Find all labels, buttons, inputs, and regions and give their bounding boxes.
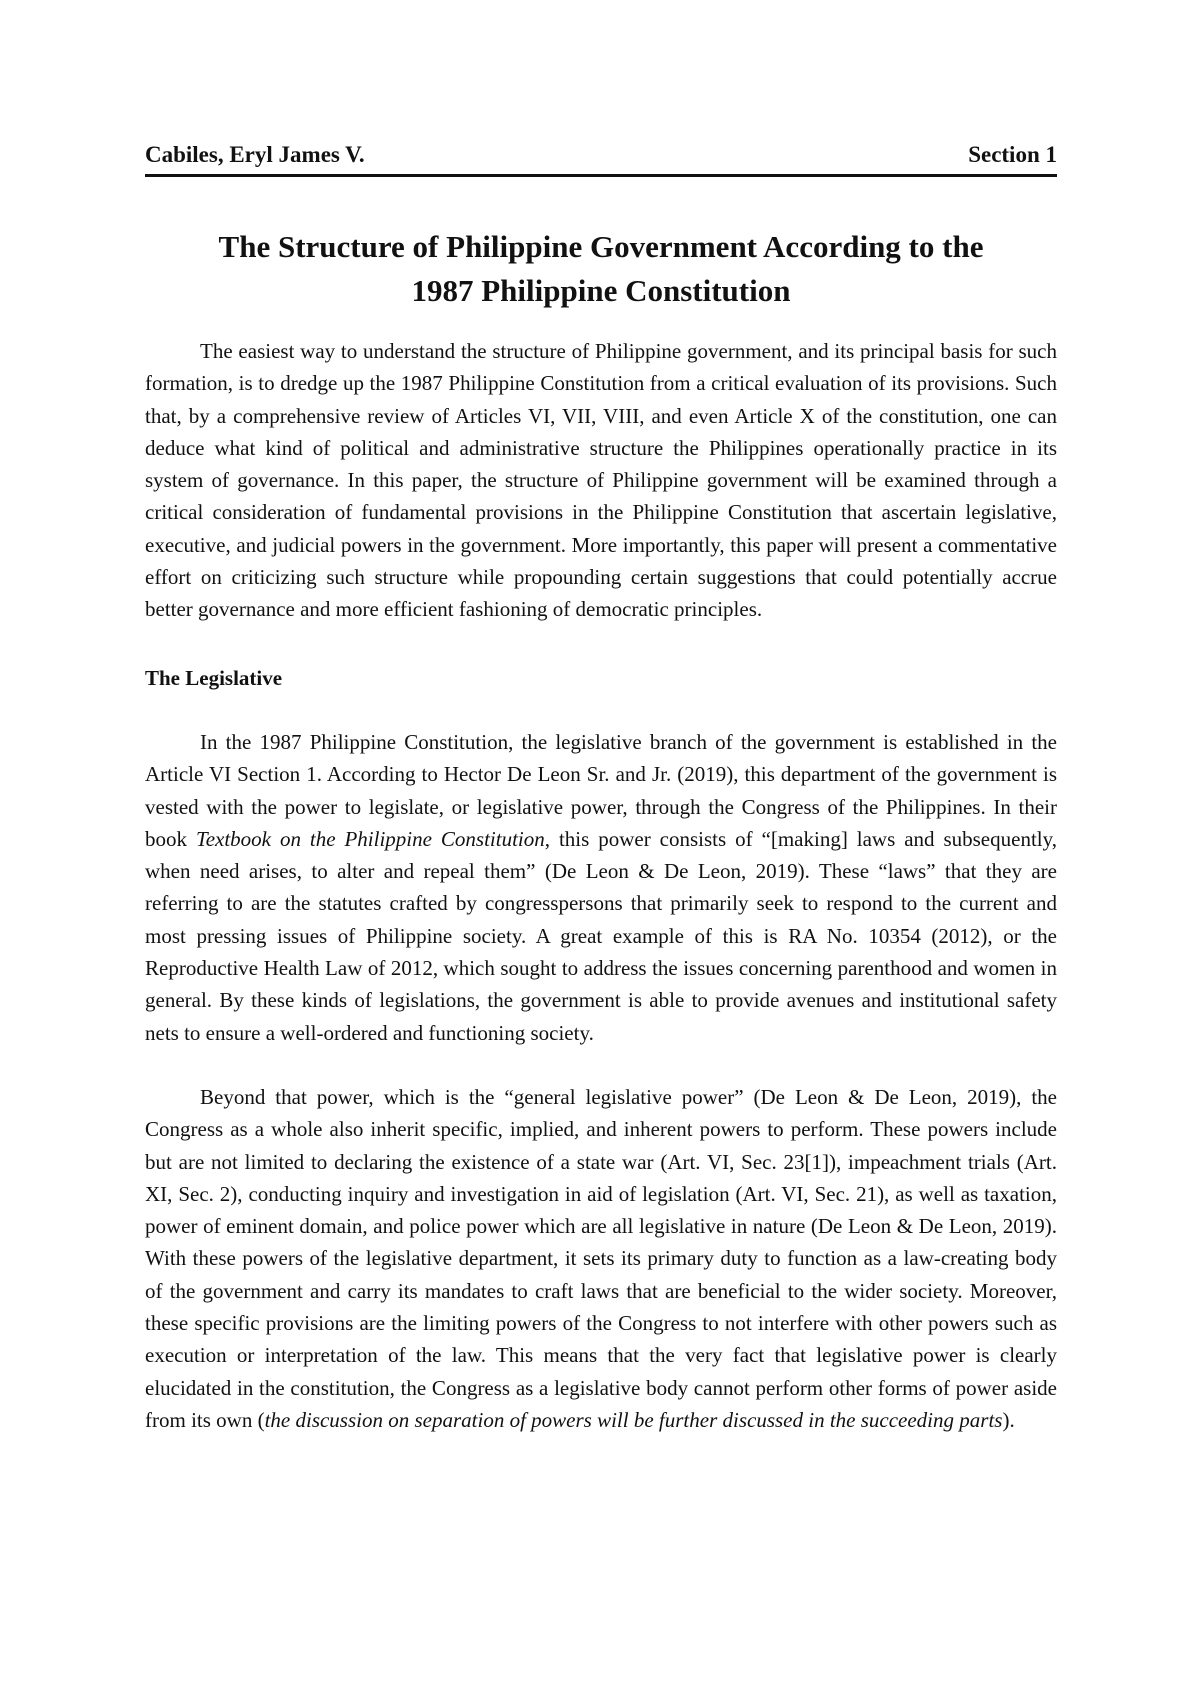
section-label: Section 1 — [968, 142, 1057, 167]
title-line-2: 1987 Philippine Constitution — [411, 273, 791, 308]
document-body — [145, 335, 1057, 1436]
legislative-paragraph-1 — [145, 726, 1057, 1049]
intro-paragraph: The easiest way to understand the structure of Philippine government, and its principal basis for such formation, is to dredge up the 1987 Philippine Constitution from a critical evaluation of its provisions. Such that, by a comprehensive review of Articles VI, VII, VIII, and even Article X of the constitution, one can deduce what kind of political and administrative structure the Philippines operationally practice in its system of governance. In this paper, the structure of Philippine government will be examined through a critical consideration of fundamental provisions in the Philippine Constitution that ascertain legislative, executive, and judicial powers in the government. More importantly, this paper will present a commentative effort on criticizing such structure while propounding certain suggestions that could potentially accrue better governance and more efficient fashioning of democratic principles. — [145, 339, 1057, 622]
legislative-p2-text-b: ). — [1002, 1407, 1015, 1432]
legislative-paragraph-2 — [145, 1081, 1057, 1436]
legislative-p2-italic-note: the discussion on separation of powers will be further discussed in the succeeding parts — [264, 1407, 1003, 1432]
author-name: Cabiles, Eryl James V. — [145, 142, 365, 167]
book-title: Textbook on the Philippine Constitution — [195, 826, 545, 851]
legislative-p1-text-b: , this power consists of “[making] laws and subsequently, when need arises, to alter and repeal them” (De Leon & De Leon, 2019). These “laws” that they are referring to are the statutes crafted by congresspersons that primarily seek to respond to the current and most pressing issues of Philippine society. A great example of this is RA No. 10354 (2012), or the Reproductive Health Law of 2012, which sought to address the issues concerning parenthood and women in general. By these kinds of legislations, the government is able to provide avenues and institutional safety nets to ensure a well-ordered and functioning society. — [145, 826, 1058, 1045]
title-line-1: The Structure of Philippine Government According to the — [218, 229, 984, 264]
legislative-p1-text-a: In the 1987 Philippine Constitution, the legislative branch of the government is established in the Article VI Section 1. According to Hector De Leon Sr. and Jr. (2019), this department of the government is vested with the power to legislate, or legislative power, through the Congress of the Philippines. In their book — [145, 729, 1057, 851]
document-title — [145, 225, 1057, 313]
legislative-p2-text-a: Beyond that power, which is the “general legislative power” (De Leon & De Leon, 2019), the Congress as a whole also inherit specific, implied, and inherent powers to perform. These powers include but are not limited to declaring the existence of a state war (Art. VI, Sec. 23[1]), impeachment trials (Art. XI, Sec. 2), conducting inquiry and investigation in aid of legislation (Art. VI, Sec. 21), as well as taxation, power of eminent domain, and police power which are all legislative in nature (De Leon & De Leon, 2019). With these powers of the legislative department, it sets its primary duty to function as a law-creating body of the government and carry its mandates to craft laws that are beneficial to the wider society. Moreover, these specific provisions are the limiting powers of the Congress to not interfere with other powers such as execution or interpretation of the law. This means that the very fact that legislative power is clearly elucidated in the constitution, the Congress as a legislative body cannot perform other forms of power aside from its own ( — [145, 1084, 1057, 1432]
page-header — [145, 142, 1057, 177]
section-heading-legislative: The Legislative — [145, 665, 283, 690]
